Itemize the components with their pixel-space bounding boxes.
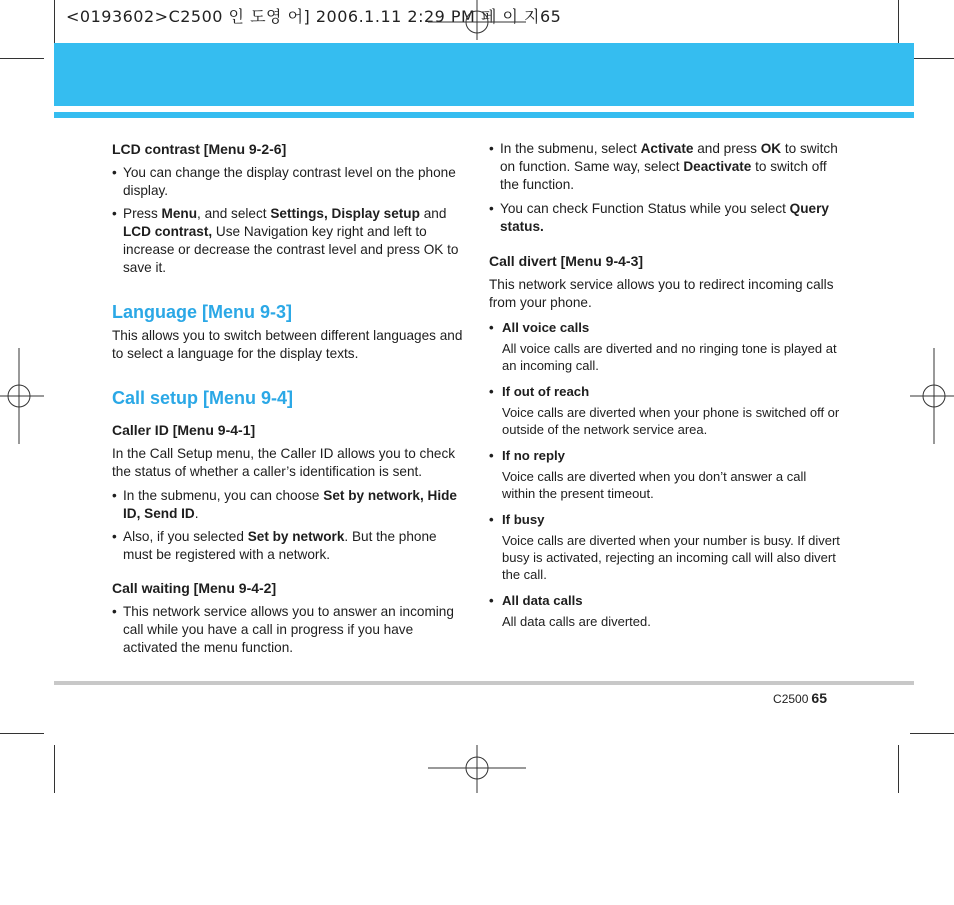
left-column [112, 140, 464, 657]
header-banner [54, 43, 914, 106]
divert-option [489, 319, 841, 374]
language-heading: Language [Menu 9-3] [112, 302, 293, 322]
lcd-contrast-bullet-1: • You can change the display contrast level on the phone display. [112, 164, 464, 200]
divert-option-term: • If busy [489, 511, 841, 529]
caller-id-bullet-1: • In the submenu, you can choose Set by network, Hide ID, Send ID. [112, 487, 464, 523]
registration-mark-bottom [428, 745, 526, 793]
divert-option-desc: All voice calls are diverted and no ringing tone is played at an incoming call. [502, 341, 837, 373]
divert-option-desc: Voice calls are diverted when you don’t answer a call within the present timeout. [502, 469, 807, 501]
divert-option [489, 511, 841, 583]
divert-option-desc: Voice calls are diverted when your number is busy. If divert busy is activated, rejecting an incoming call will also divert the call. [502, 533, 840, 582]
divert-option-desc: Voice calls are diverted when your phone is switched off or outside of the network service area. [502, 405, 840, 437]
call-waiting-heading: Call waiting [Menu 9-4-2] [112, 580, 277, 596]
lcd-contrast-bullet-2: • Press Menu, and select Settings, Display setup and LCD contrast, Use Navigation key right and left to increase or decrease the contrast level and press OK to save it. [112, 205, 464, 277]
header-rule [54, 112, 914, 118]
divert-option [489, 447, 841, 502]
page-folio [773, 690, 827, 708]
divert-option [489, 383, 841, 438]
language-text: This allows you to switch between different languages and to select a language for the display texts. [112, 328, 463, 361]
call-waiting-bullet-2: • In the submenu, select Activate and press OK to switch on function. Same way, select Deactivate to switch off the function. [489, 140, 841, 194]
right-column [489, 140, 841, 630]
call-divert-text: This network service allows you to redirect incoming calls from your phone. [489, 277, 834, 310]
divert-option-desc: All data calls are diverted. [502, 614, 651, 629]
divert-option-term: • If out of reach [489, 383, 841, 401]
caller-id-heading: Caller ID [Menu 9-4-1] [112, 422, 256, 438]
registration-mark-right [910, 348, 954, 444]
caller-id-text: In the Call Setup menu, the Caller ID allows you to check the status of whether a caller’s identification is sent. [112, 446, 456, 479]
print-slug: <0193602>C2500 인 도영 어] 2006.1.11 2:29 PM 페 이 지65 [66, 7, 562, 26]
lcd-contrast-heading: LCD contrast [Menu 9-2-6] [112, 141, 287, 157]
divert-option-term: • If no reply [489, 447, 841, 465]
footer-model: C2500 [773, 692, 809, 706]
registration-mark-left [0, 348, 44, 444]
registration-mark-top [428, 0, 526, 40]
caller-id-bullet-2: • Also, if you selected Set by network. But the phone must be registered with a network. [112, 528, 464, 564]
divert-option-term: • All data calls [489, 592, 841, 610]
call-waiting-bullet-3: • You can check Function Status while you select Query status. [489, 200, 841, 236]
divert-option-term: • All voice calls [489, 319, 841, 337]
divert-option [489, 592, 841, 630]
footer-rule [54, 681, 914, 685]
call-waiting-bullet-1: • This network service allows you to answer an incoming call while you have a call in progress if you have activated the menu function. [112, 603, 464, 657]
call-setup-heading: Call setup [Menu 9-4] [112, 388, 294, 408]
page-number: 65 [811, 690, 827, 706]
call-divert-heading: Call divert [Menu 9-4-3] [489, 253, 644, 269]
